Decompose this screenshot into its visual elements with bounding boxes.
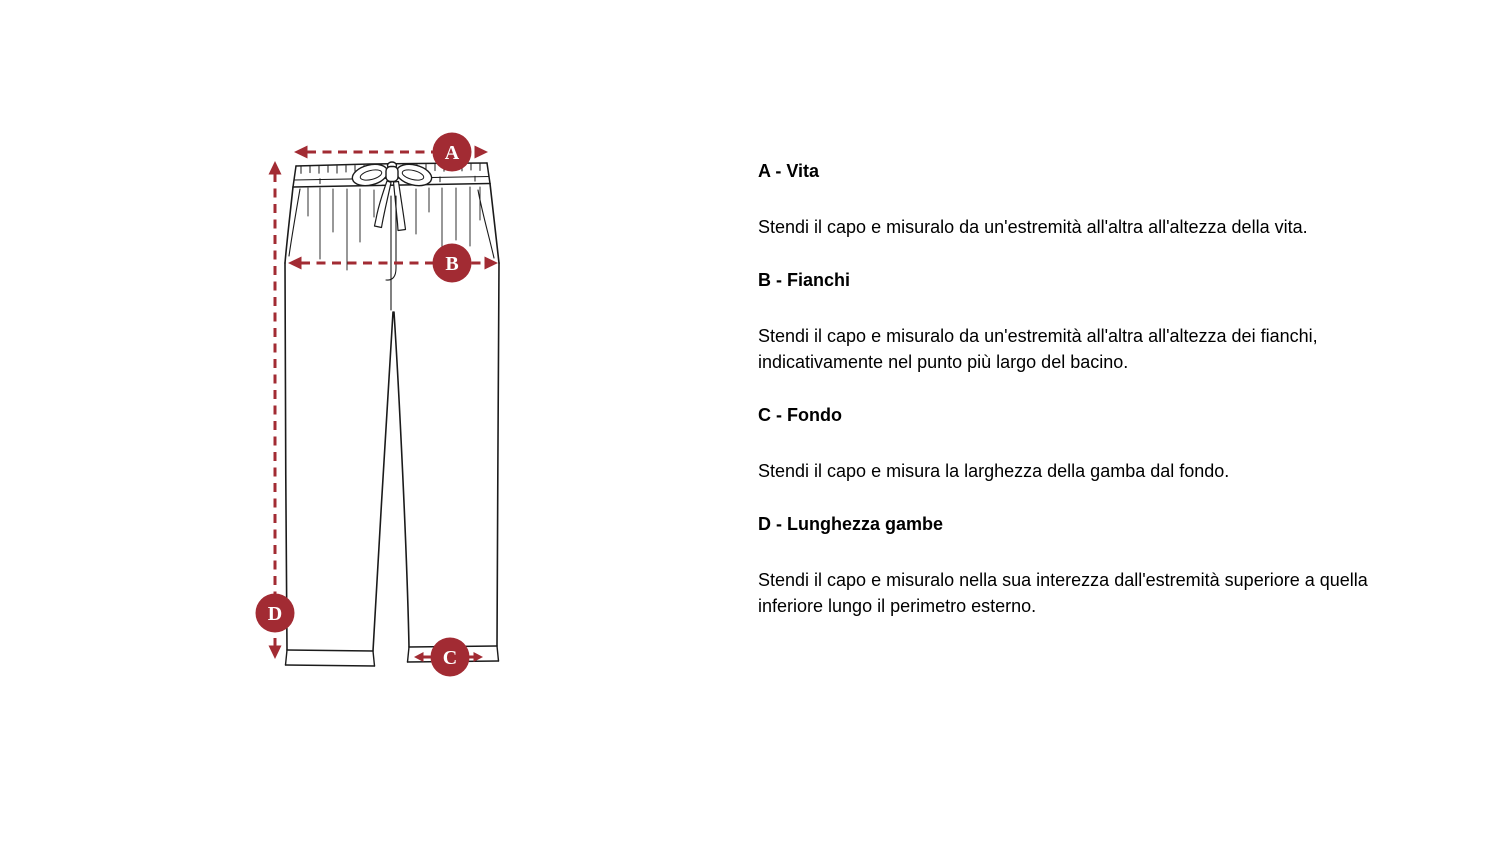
section-fianchi <box>758 270 1398 375</box>
section-lunghezza-gambe <box>758 514 1398 619</box>
pants-diagram <box>230 120 530 680</box>
pants-diagram-svg <box>230 120 530 680</box>
drawstring-bow <box>350 161 434 231</box>
section-fianchi-description: Stendi il capo e misuralo da un'estremità all'altra all'altezza dei fianchi, indicativamente nel punto più largo del bacino. <box>758 326 1318 372</box>
section-fondo-heading: C - Fondo <box>758 405 842 425</box>
measure-markers <box>256 133 472 677</box>
measurement-instructions <box>758 161 1398 649</box>
pants-outline <box>285 161 499 666</box>
section-vita-heading: A - Vita <box>758 161 820 181</box>
section-fianchi-heading: B - Fianchi <box>758 270 851 290</box>
marker-b-letter: B <box>445 253 459 275</box>
section-fondo-description: Stendi il capo e misura la larghezza della gamba dal fondo. <box>758 461 1230 481</box>
section-lunghezza-gambe-description: Stendi il capo e misuralo nella sua interezza dall'estremità superiore a quella inferiore lungo il perimetro esterno. <box>758 570 1368 616</box>
section-fondo <box>758 405 1398 484</box>
section-vita <box>758 161 1398 240</box>
marker-d-letter: D <box>267 603 283 625</box>
fly-line <box>386 196 396 310</box>
marker-a-letter: A <box>444 142 460 164</box>
measure-arrows <box>269 146 499 663</box>
section-vita-description: Stendi il capo e misuralo da un'estremità all'altra all'altezza della vita. <box>758 217 1308 237</box>
section-lunghezza-gambe-heading: D - Lunghezza gambe <box>758 514 944 534</box>
marker-c-letter: C <box>442 647 458 669</box>
arrowheads <box>269 146 499 663</box>
